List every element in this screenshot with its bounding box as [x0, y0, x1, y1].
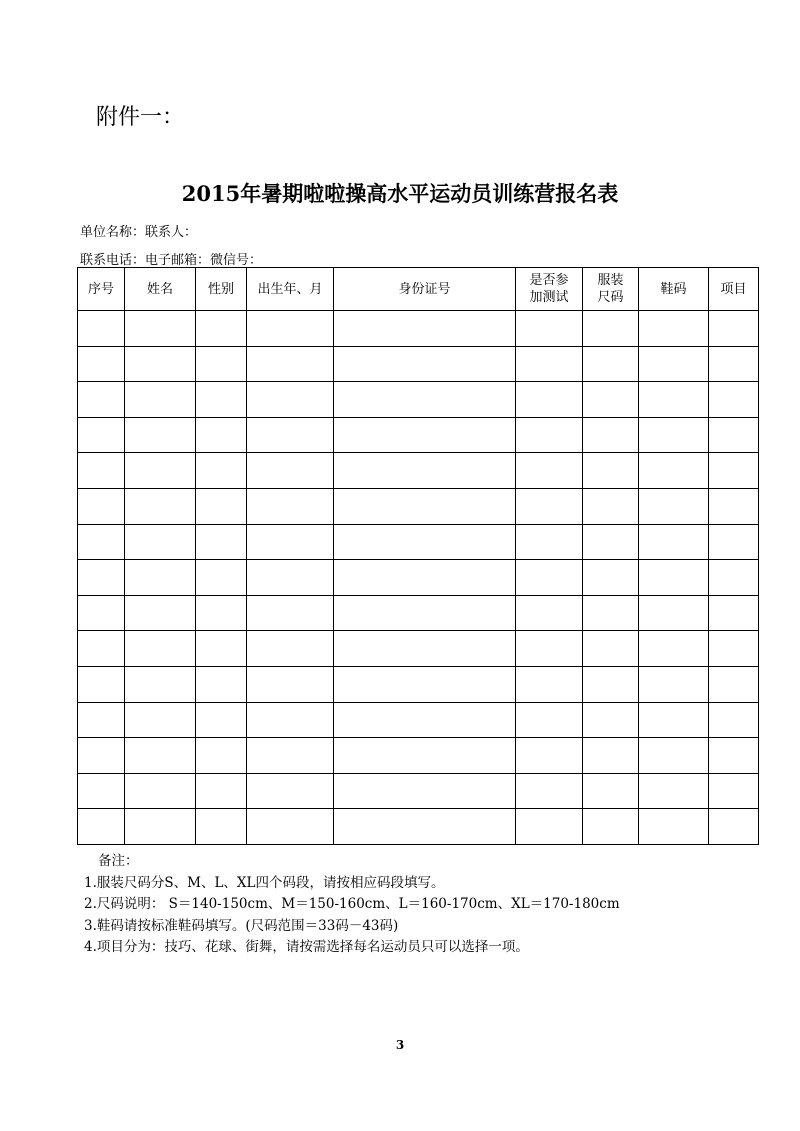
- table-cell[interactable]: [125, 666, 196, 702]
- table-cell[interactable]: [639, 809, 709, 845]
- header-gender: 性别: [196, 268, 247, 311]
- table-cell[interactable]: [639, 595, 709, 631]
- table-cell[interactable]: [247, 524, 334, 560]
- table-cell[interactable]: [125, 702, 196, 738]
- table-cell[interactable]: [196, 631, 247, 667]
- table-cell[interactable]: [125, 488, 196, 524]
- table-cell[interactable]: [709, 738, 759, 774]
- table-cell[interactable]: [334, 488, 516, 524]
- table-cell[interactable]: [334, 417, 516, 453]
- note-item: 4.项目分为：技巧、花球、街舞，请按需选择每名运动员只可以选择一项。: [84, 939, 529, 955]
- table-row: [78, 524, 759, 560]
- header-event: 项目: [709, 268, 759, 311]
- table-cell[interactable]: [709, 311, 759, 347]
- table-row: [78, 702, 759, 738]
- table-cell[interactable]: [196, 488, 247, 524]
- table-cell[interactable]: [709, 382, 759, 418]
- table-row: [78, 560, 759, 596]
- table-cell[interactable]: [247, 417, 334, 453]
- table-cell[interactable]: [583, 453, 639, 489]
- table-cell[interactable]: [583, 595, 639, 631]
- table-cell[interactable]: [516, 666, 583, 702]
- table-cell[interactable]: [247, 453, 334, 489]
- table-cell[interactable]: [583, 524, 639, 560]
- table-row: [78, 488, 759, 524]
- table-row: [78, 631, 759, 667]
- table-cell[interactable]: [125, 382, 196, 418]
- table-cell[interactable]: [516, 702, 583, 738]
- table-cell[interactable]: [78, 453, 125, 489]
- table-cell[interactable]: [247, 595, 334, 631]
- table-cell[interactable]: [639, 417, 709, 453]
- table-row: [78, 595, 759, 631]
- table-cell[interactable]: [125, 346, 196, 382]
- table-cell[interactable]: [196, 417, 247, 453]
- table-row: [78, 453, 759, 489]
- note-item: 2.尺码说明： S＝140-150cm、M＝150-160cm、L＝160-170cm、XL＝170-180cm: [84, 896, 620, 912]
- table-cell[interactable]: [709, 488, 759, 524]
- table-cell[interactable]: [247, 702, 334, 738]
- table-cell[interactable]: [583, 488, 639, 524]
- table-cell[interactable]: [78, 524, 125, 560]
- phone-email-wechat-line: 联系电话：电子邮箱：微信号：: [80, 253, 263, 268]
- table-cell[interactable]: [709, 560, 759, 596]
- table-cell[interactable]: [639, 738, 709, 774]
- header-test-participation: 是否参 加测试: [516, 268, 583, 311]
- table-cell[interactable]: [196, 809, 247, 845]
- table-cell[interactable]: [516, 631, 583, 667]
- table-cell[interactable]: [196, 666, 247, 702]
- table-cell[interactable]: [709, 417, 759, 453]
- table-cell[interactable]: [709, 666, 759, 702]
- table-cell[interactable]: [78, 382, 125, 418]
- table-cell[interactable]: [247, 560, 334, 596]
- table-cell[interactable]: [247, 488, 334, 524]
- form-title: 2015年暑期啦啦操高水平运动员训练营报名表: [181, 181, 619, 206]
- registration-table: [77, 267, 759, 845]
- table-cell[interactable]: [516, 524, 583, 560]
- attachment-label: 附件一：: [96, 105, 185, 130]
- table-cell[interactable]: [709, 524, 759, 560]
- table-cell[interactable]: [334, 382, 516, 418]
- table-row: [78, 382, 759, 418]
- table-cell[interactable]: [639, 488, 709, 524]
- table-cell[interactable]: [334, 560, 516, 596]
- table-cell[interactable]: [516, 738, 583, 774]
- table-cell[interactable]: [78, 417, 125, 453]
- table-cell[interactable]: [516, 453, 583, 489]
- table-cell[interactable]: [583, 773, 639, 809]
- table-cell[interactable]: [334, 666, 516, 702]
- header-name: 姓名: [125, 268, 196, 311]
- table-cell[interactable]: [125, 631, 196, 667]
- table-header-row: [78, 268, 759, 311]
- table-row: [78, 346, 759, 382]
- table-cell[interactable]: [639, 773, 709, 809]
- table-cell[interactable]: [125, 311, 196, 347]
- table-cell[interactable]: [247, 666, 334, 702]
- table-cell[interactable]: [247, 346, 334, 382]
- table-cell[interactable]: [583, 382, 639, 418]
- table-cell[interactable]: [196, 311, 247, 347]
- table-cell[interactable]: [196, 738, 247, 774]
- table-cell[interactable]: [639, 560, 709, 596]
- table-cell[interactable]: [78, 595, 125, 631]
- table-cell[interactable]: [583, 631, 639, 667]
- table-cell[interactable]: [516, 488, 583, 524]
- table-cell[interactable]: [639, 346, 709, 382]
- table-cell[interactable]: [334, 738, 516, 774]
- table-cell[interactable]: [583, 417, 639, 453]
- table-cell[interactable]: [78, 631, 125, 667]
- table-cell[interactable]: [78, 702, 125, 738]
- table-cell[interactable]: [125, 560, 196, 596]
- table-cell[interactable]: [583, 311, 639, 347]
- table-cell[interactable]: [78, 346, 125, 382]
- header-clothing-size: 服装 尺码: [583, 268, 639, 311]
- table-cell[interactable]: [334, 702, 516, 738]
- table-cell[interactable]: [247, 631, 334, 667]
- table-cell[interactable]: [516, 773, 583, 809]
- header-shoe-size: 鞋码: [639, 268, 709, 311]
- table-cell[interactable]: [334, 453, 516, 489]
- table-cell[interactable]: [583, 560, 639, 596]
- table-cell[interactable]: [639, 631, 709, 667]
- table-cell[interactable]: [639, 524, 709, 560]
- table-cell[interactable]: [78, 773, 125, 809]
- table-cell[interactable]: [247, 773, 334, 809]
- table-cell[interactable]: [78, 738, 125, 774]
- table-cell[interactable]: [196, 382, 247, 418]
- table-cell[interactable]: [639, 453, 709, 489]
- table-cell[interactable]: [334, 595, 516, 631]
- table-cell[interactable]: [709, 453, 759, 489]
- table-cell[interactable]: [709, 631, 759, 667]
- table-body: [78, 311, 759, 845]
- header-id-number: 身份证号: [334, 268, 516, 311]
- table-row: [78, 738, 759, 774]
- table-cell[interactable]: [709, 702, 759, 738]
- table-cell[interactable]: [334, 631, 516, 667]
- table-cell[interactable]: [196, 560, 247, 596]
- header-birth: 出生年、月: [247, 268, 334, 311]
- note-item: 1.服装尺码分S、M、L、XL四个码段，请按相应码段填写。: [84, 874, 445, 891]
- table-cell[interactable]: [516, 560, 583, 596]
- table-cell[interactable]: [334, 809, 516, 845]
- table-cell[interactable]: [78, 809, 125, 845]
- table-cell[interactable]: [196, 702, 247, 738]
- table-cell[interactable]: [247, 738, 334, 774]
- table-cell[interactable]: [125, 773, 196, 809]
- table-cell[interactable]: [583, 702, 639, 738]
- notes-label: 备注：: [98, 853, 139, 869]
- table-cell[interactable]: [516, 311, 583, 347]
- table-cell[interactable]: [334, 524, 516, 560]
- table-cell[interactable]: [516, 595, 583, 631]
- table-cell[interactable]: [78, 311, 125, 347]
- table-cell[interactable]: [516, 346, 583, 382]
- page-number: 3: [395, 1038, 405, 1052]
- table-cell[interactable]: [709, 346, 759, 382]
- table-cell[interactable]: [709, 595, 759, 631]
- table-cell[interactable]: [247, 382, 334, 418]
- table-cell[interactable]: [639, 311, 709, 347]
- table-cell[interactable]: [639, 702, 709, 738]
- table-cell[interactable]: [125, 595, 196, 631]
- table-cell[interactable]: [516, 417, 583, 453]
- notes-section: [84, 851, 620, 959]
- table-row: [78, 773, 759, 809]
- table-cell[interactable]: [125, 738, 196, 774]
- table-cell[interactable]: [196, 595, 247, 631]
- table-cell[interactable]: [709, 773, 759, 809]
- header-index: 序号: [78, 268, 125, 311]
- table-cell[interactable]: [334, 346, 516, 382]
- table-cell[interactable]: [709, 809, 759, 845]
- table-cell[interactable]: [334, 773, 516, 809]
- table-cell[interactable]: [583, 666, 639, 702]
- table-cell[interactable]: [196, 346, 247, 382]
- table-row: [78, 809, 759, 845]
- table-cell[interactable]: [583, 738, 639, 774]
- table-cell[interactable]: [78, 560, 125, 596]
- table-cell[interactable]: [516, 382, 583, 418]
- table-cell[interactable]: [78, 666, 125, 702]
- table-cell[interactable]: [639, 666, 709, 702]
- table-cell[interactable]: [196, 453, 247, 489]
- unit-contact-line: 单位名称：联系人：: [80, 225, 198, 240]
- table-cell[interactable]: [125, 524, 196, 560]
- table-cell[interactable]: [334, 311, 516, 347]
- table-cell[interactable]: [583, 809, 639, 845]
- table-cell[interactable]: [125, 453, 196, 489]
- note-item: 3.鞋码请按标准鞋码填写。(尺码范围＝33码－43码): [84, 917, 399, 934]
- table-cell[interactable]: [196, 773, 247, 809]
- table-cell[interactable]: [125, 417, 196, 453]
- table-cell[interactable]: [583, 346, 639, 382]
- table-cell[interactable]: [125, 809, 196, 845]
- table-row: [78, 666, 759, 702]
- table-row: [78, 417, 759, 453]
- table-cell[interactable]: [639, 382, 709, 418]
- table-row: [78, 311, 759, 347]
- table-cell[interactable]: [247, 311, 334, 347]
- table-cell[interactable]: [247, 809, 334, 845]
- table-cell[interactable]: [516, 809, 583, 845]
- table-cell[interactable]: [78, 488, 125, 524]
- table-cell[interactable]: [196, 524, 247, 560]
